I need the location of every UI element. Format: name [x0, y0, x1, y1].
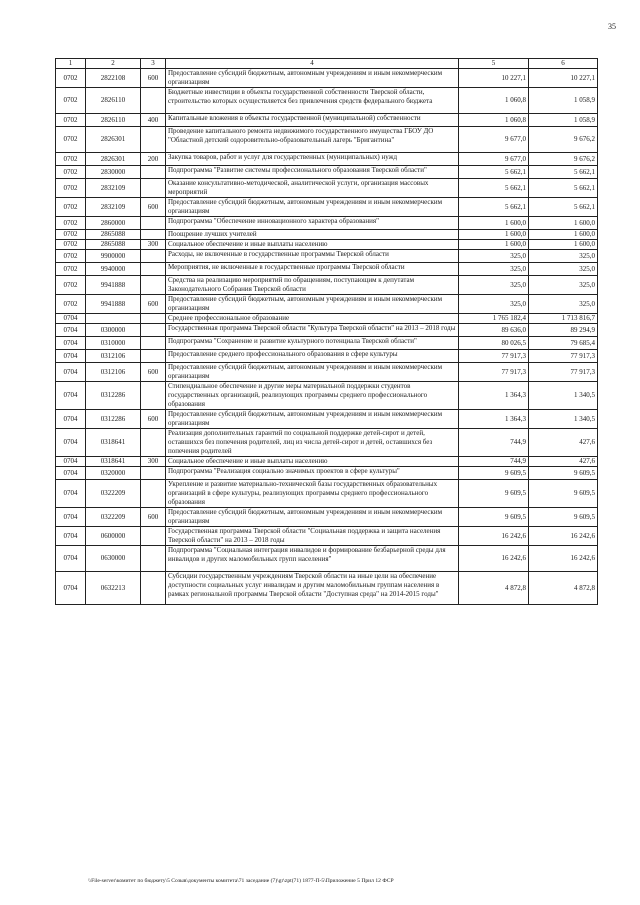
table-row [56, 230, 598, 240]
target-article-code-cell: 0312106 [86, 363, 141, 382]
section-code-cell: 0702 [56, 217, 86, 230]
expense-type-code-cell [141, 179, 166, 198]
table-row [56, 324, 598, 337]
target-article-code-cell [86, 314, 141, 324]
amount-executed-cell: 1 600,0 [529, 217, 598, 230]
target-article-code-cell: 9900000 [86, 250, 141, 263]
expense-type-code-cell [141, 263, 166, 276]
description-cell: Оказание консультативно-методической, аналитической услуги, организация массовых мероприятий [166, 179, 459, 198]
amount-planned-cell: 5 662,1 [459, 179, 529, 198]
amount-planned-cell: 1 364,3 [459, 382, 529, 410]
header-row [56, 59, 598, 69]
amount-planned-cell: 77 917,3 [459, 350, 529, 363]
column-header: 4 [166, 59, 459, 69]
expense-type-code-cell [141, 127, 166, 153]
description-cell: Поощрение лучших учителей [166, 230, 459, 240]
description-cell: Закупка товаров, работ и услуг для государственных (муниципальных) нужд [166, 153, 459, 166]
section-code-cell: 0702 [56, 295, 86, 314]
section-code-cell: 0704 [56, 508, 86, 527]
table-row [56, 546, 598, 572]
amount-planned-cell: 1 600,0 [459, 230, 529, 240]
amount-planned-cell: 9 609,5 [459, 467, 529, 480]
expense-type-code-cell [141, 480, 166, 508]
amount-executed-cell: 427,6 [529, 457, 598, 467]
description-cell: Социальное обеспечение и иные выплаты населению [166, 240, 459, 250]
expense-type-code-cell [141, 230, 166, 240]
description-cell: Подпрограмма "Реализация социально значимых проектов в сфере культуры" [166, 467, 459, 480]
description-cell: Предоставление субсидий бюджетным, автономным учреждениям и иным некоммерческим организациям [166, 198, 459, 217]
expense-type-code-cell [141, 337, 166, 350]
expense-type-code-cell: 600 [141, 363, 166, 382]
section-code-cell: 0704 [56, 350, 86, 363]
expense-type-code-cell: 300 [141, 240, 166, 250]
table-row [56, 127, 598, 153]
amount-executed-cell: 16 242,6 [529, 527, 598, 546]
amount-planned-cell: 77 917,3 [459, 363, 529, 382]
column-header: 1 [56, 59, 86, 69]
expense-type-code-cell: 200 [141, 153, 166, 166]
amount-executed-cell: 1 600,0 [529, 240, 598, 250]
amount-executed-cell: 1 713 816,7 [529, 314, 598, 324]
table-row [56, 153, 598, 166]
section-code-cell: 0704 [56, 382, 86, 410]
amount-planned-cell: 744,9 [459, 457, 529, 467]
description-cell: Мероприятия, не включенные в государственные программы Тверской области [166, 263, 459, 276]
amount-executed-cell: 1 600,0 [529, 230, 598, 240]
table-row [56, 240, 598, 250]
description-cell: Предоставление субсидий бюджетным, автономным учреждениям и иным некоммерческим организациям [166, 410, 459, 429]
column-header: 3 [141, 59, 166, 69]
target-article-code-cell: 2826301 [86, 127, 141, 153]
amount-planned-cell: 16 242,6 [459, 527, 529, 546]
description-cell: Подпрограмма "Сохранение и развитие культурного потенциала Тверской области" [166, 337, 459, 350]
target-article-code-cell: 9941888 [86, 295, 141, 314]
expense-type-code-cell [141, 467, 166, 480]
description-cell: Социальное обеспечение и иные выплаты населению [166, 457, 459, 467]
column-header: 2 [86, 59, 141, 69]
amount-planned-cell: 5 662,1 [459, 166, 529, 179]
expense-type-code-cell [141, 276, 166, 295]
table-row [56, 263, 598, 276]
amount-executed-cell: 9 609,5 [529, 508, 598, 527]
amount-executed-cell: 427,6 [529, 429, 598, 457]
amount-executed-cell: 325,0 [529, 276, 598, 295]
description-cell: Укрепление и развитие материально-технической базы государственных образовательных организаций в сфере культуры, реализующих программы среднего профессионального образования [166, 480, 459, 508]
description-cell: Бюджетные инвестиции в объекты государственной собственности Тверской области, строительство которых осуществляется без привлечения средств федерального бюджета [166, 88, 459, 114]
amount-executed-cell: 325,0 [529, 263, 598, 276]
amount-executed-cell: 325,0 [529, 295, 598, 314]
amount-executed-cell: 1 340,5 [529, 382, 598, 410]
target-article-code-cell: 9941888 [86, 276, 141, 295]
amount-planned-cell: 1 765 182,4 [459, 314, 529, 324]
target-article-code-cell: 0318641 [86, 429, 141, 457]
section-code-cell: 0704 [56, 527, 86, 546]
target-article-code-cell: 0600000 [86, 527, 141, 546]
amount-planned-cell: 9 609,5 [459, 508, 529, 527]
expense-type-code-cell: 600 [141, 198, 166, 217]
amount-executed-cell: 9 676,2 [529, 153, 598, 166]
expense-type-code-cell [141, 350, 166, 363]
table-row [56, 217, 598, 230]
amount-planned-cell: 744,9 [459, 429, 529, 457]
amount-planned-cell: 9 677,0 [459, 153, 529, 166]
target-article-code-cell: 0320000 [86, 467, 141, 480]
table-row [56, 429, 598, 457]
table-row [56, 457, 598, 467]
section-code-cell: 0702 [56, 88, 86, 114]
table-row [56, 295, 598, 314]
description-cell: Расходы, не включенные в государственные программы Тверской области [166, 250, 459, 263]
expense-type-code-cell: 300 [141, 457, 166, 467]
section-code-cell: 0702 [56, 250, 86, 263]
section-code-cell: 0704 [56, 457, 86, 467]
target-article-code-cell: 0322209 [86, 480, 141, 508]
amount-planned-cell: 9 609,5 [459, 480, 529, 508]
column-header: 6 [529, 59, 598, 69]
amount-planned-cell: 10 227,1 [459, 69, 529, 88]
expense-type-code-cell [141, 166, 166, 179]
section-code-cell: 0702 [56, 114, 86, 127]
amount-executed-cell: 5 662,1 [529, 198, 598, 217]
table-row [56, 527, 598, 546]
section-code-cell: 0702 [56, 69, 86, 88]
description-cell: Проведение капитального ремонта недвижимого государственного имущества ГБОУ ДО "Областной детский оздоровительно-образовательный лагерь "Бригантина" [166, 127, 459, 153]
section-code-cell: 0702 [56, 198, 86, 217]
target-article-code-cell: 2865088 [86, 230, 141, 240]
expense-type-code-cell [141, 324, 166, 337]
target-article-code-cell: 0630000 [86, 546, 141, 572]
amount-planned-cell: 4 872,8 [459, 572, 529, 605]
amount-executed-cell: 77 917,3 [529, 350, 598, 363]
table-row [56, 410, 598, 429]
expense-type-code-cell: 600 [141, 410, 166, 429]
amount-executed-cell: 5 662,1 [529, 179, 598, 198]
amount-planned-cell: 1 060,8 [459, 88, 529, 114]
expense-type-code-cell [141, 572, 166, 605]
description-cell: Предоставление субсидий бюджетным, автономным учреждениям и иным некоммерческим организациям [166, 363, 459, 382]
table-row [56, 572, 598, 605]
expense-type-code-cell: 600 [141, 508, 166, 527]
amount-executed-cell: 1 058,9 [529, 114, 598, 127]
target-article-code-cell: 0318641 [86, 457, 141, 467]
description-cell: Государственная программа Тверской области "Культура Тверской области" на 2013 – 2018 годы [166, 324, 459, 337]
amount-planned-cell: 89 636,0 [459, 324, 529, 337]
table-row [56, 314, 598, 324]
amount-executed-cell: 16 242,6 [529, 546, 598, 572]
expense-type-code-cell [141, 217, 166, 230]
expense-type-code-cell: 400 [141, 114, 166, 127]
section-code-cell: 0704 [56, 546, 86, 572]
section-code-cell: 0702 [56, 240, 86, 250]
amount-planned-cell: 80 026,5 [459, 337, 529, 350]
description-cell: Государственная программа Тверской области "Социальная поддержка и защита населения Тверской области" на 2013 – 2018 годы [166, 527, 459, 546]
description-cell: Предоставление субсидий бюджетным, автономным учреждениям и иным некоммерческим организациям [166, 69, 459, 88]
expense-type-code-cell [141, 546, 166, 572]
amount-executed-cell: 79 685,4 [529, 337, 598, 350]
section-code-cell: 0704 [56, 410, 86, 429]
target-article-code-cell: 2832109 [86, 198, 141, 217]
budget-table [55, 58, 598, 605]
target-article-code-cell: 0300000 [86, 324, 141, 337]
table-row [56, 480, 598, 508]
target-article-code-cell: 0312106 [86, 350, 141, 363]
amount-planned-cell: 1 060,8 [459, 114, 529, 127]
description-cell: Реализация дополнительных гарантий по социальной поддержке детей-сирот и детей, оставшихся без попечения родителей, лиц из числа детей-сирот и детей, оставшихся без попечения родителей [166, 429, 459, 457]
amount-executed-cell: 5 662,1 [529, 166, 598, 179]
amount-executed-cell: 1 340,5 [529, 410, 598, 429]
target-article-code-cell: 0310000 [86, 337, 141, 350]
amount-executed-cell: 9 609,5 [529, 480, 598, 508]
expense-type-code-cell [141, 429, 166, 457]
section-code-cell: 0702 [56, 153, 86, 166]
expense-type-code-cell [141, 314, 166, 324]
section-code-cell: 0704 [56, 314, 86, 324]
description-cell: Подпрограмма "Обеспечение инновационного характера образования" [166, 217, 459, 230]
section-code-cell: 0702 [56, 179, 86, 198]
section-code-cell: 0702 [56, 230, 86, 240]
amount-executed-cell: 9 676,2 [529, 127, 598, 153]
table-row [56, 166, 598, 179]
section-code-cell: 0704 [56, 324, 86, 337]
section-code-cell: 0704 [56, 572, 86, 605]
table-row [56, 198, 598, 217]
description-cell: Предоставление среднего профессионального образования в сфере культуры [166, 350, 459, 363]
table-row [56, 382, 598, 410]
target-article-code-cell: 2865088 [86, 240, 141, 250]
description-cell: Средства на реализацию мероприятий по обращениям, поступающим к депутатам Законодательного Собрания Тверской области [166, 276, 459, 295]
section-code-cell: 0702 [56, 276, 86, 295]
amount-executed-cell: 89 294,9 [529, 324, 598, 337]
amount-planned-cell: 5 662,1 [459, 198, 529, 217]
amount-executed-cell: 1 058,9 [529, 88, 598, 114]
amount-executed-cell: 325,0 [529, 250, 598, 263]
target-article-code-cell: 9940000 [86, 263, 141, 276]
amount-executed-cell: 9 609,5 [529, 467, 598, 480]
amount-executed-cell: 10 227,1 [529, 69, 598, 88]
description-cell: Подпрограмма "Социальная интеграция инвалидов и формирование безбарьерной среды для инвалидов и других маломобильных групп населения" [166, 546, 459, 572]
page-number: 35 [608, 22, 616, 31]
amount-executed-cell: 4 872,8 [529, 572, 598, 605]
target-article-code-cell: 0312286 [86, 382, 141, 410]
amount-planned-cell: 16 242,6 [459, 546, 529, 572]
description-cell: Подпрограмма "Развитие системы профессионального образования Тверской области" [166, 166, 459, 179]
section-code-cell: 0704 [56, 429, 86, 457]
target-article-code-cell: 2826301 [86, 153, 141, 166]
amount-planned-cell: 325,0 [459, 263, 529, 276]
description-cell: Предоставление субсидий бюджетным, автономным учреждениям и иным некоммерческим организациям [166, 295, 459, 314]
expense-type-code-cell [141, 527, 166, 546]
target-article-code-cell: 0322209 [86, 508, 141, 527]
section-code-cell: 0704 [56, 480, 86, 508]
description-cell: Стипендиальное обеспечение и другие меры материальной поддержки студентов государственных организаций, реализующих программы среднего профессионального образования [166, 382, 459, 410]
expense-type-code-cell: 600 [141, 69, 166, 88]
amount-planned-cell: 325,0 [459, 276, 529, 295]
amount-planned-cell: 325,0 [459, 250, 529, 263]
table-row [56, 179, 598, 198]
section-code-cell: 0704 [56, 337, 86, 350]
section-code-cell: 0702 [56, 127, 86, 153]
target-article-code-cell: 2830000 [86, 166, 141, 179]
amount-planned-cell: 9 677,0 [459, 127, 529, 153]
section-code-cell: 0704 [56, 363, 86, 382]
description-cell: Предоставление субсидий бюджетным, автономным учреждениям и иным некоммерческим организациям [166, 508, 459, 527]
target-article-code-cell: 2826110 [86, 88, 141, 114]
description-cell: Капитальные вложения в объекты государственной (муниципальной) собственности [166, 114, 459, 127]
table-row [56, 114, 598, 127]
target-article-code-cell: 0312286 [86, 410, 141, 429]
expense-type-code-cell [141, 382, 166, 410]
table-row [56, 350, 598, 363]
column-header: 5 [459, 59, 529, 69]
section-code-cell: 0702 [56, 166, 86, 179]
amount-planned-cell: 1 600,0 [459, 217, 529, 230]
target-article-code-cell: 2832109 [86, 179, 141, 198]
expense-type-code-cell [141, 88, 166, 114]
table-row [56, 363, 598, 382]
table-row [56, 337, 598, 350]
table-row [56, 508, 598, 527]
target-article-code-cell: 0632213 [86, 572, 141, 605]
section-code-cell: 0702 [56, 263, 86, 276]
amount-planned-cell: 325,0 [459, 295, 529, 314]
amount-planned-cell: 1 364,3 [459, 410, 529, 429]
target-article-code-cell: 2860000 [86, 217, 141, 230]
target-article-code-cell: 2826110 [86, 114, 141, 127]
expense-type-code-cell [141, 250, 166, 263]
table-row [56, 250, 598, 263]
footer-file-path: \\File-server\комитет по бюджету\5 Созыв\документы комитета\71 заседание (7)\gr\zpt(71) 1877-П-5\Приложение 5 Прил 12 ФСР [88, 878, 394, 884]
expense-type-code-cell: 600 [141, 295, 166, 314]
table-row [56, 276, 598, 295]
target-article-code-cell: 2822108 [86, 69, 141, 88]
table-row [56, 467, 598, 480]
table-row [56, 69, 598, 88]
section-code-cell: 0704 [56, 467, 86, 480]
amount-executed-cell: 77 917,3 [529, 363, 598, 382]
table-row [56, 88, 598, 114]
description-cell: Субсидии государственным учреждениям Тверской области на иные цели на обеспечение доступности социальных услуг инвалидам и другим маломобильным группам населения в рамках региональной программы Тверской области "Доступная среда" на 2014-2015 годы" [166, 572, 459, 605]
description-cell: Среднее профессиональное образование [166, 314, 459, 324]
amount-planned-cell: 1 600,0 [459, 240, 529, 250]
